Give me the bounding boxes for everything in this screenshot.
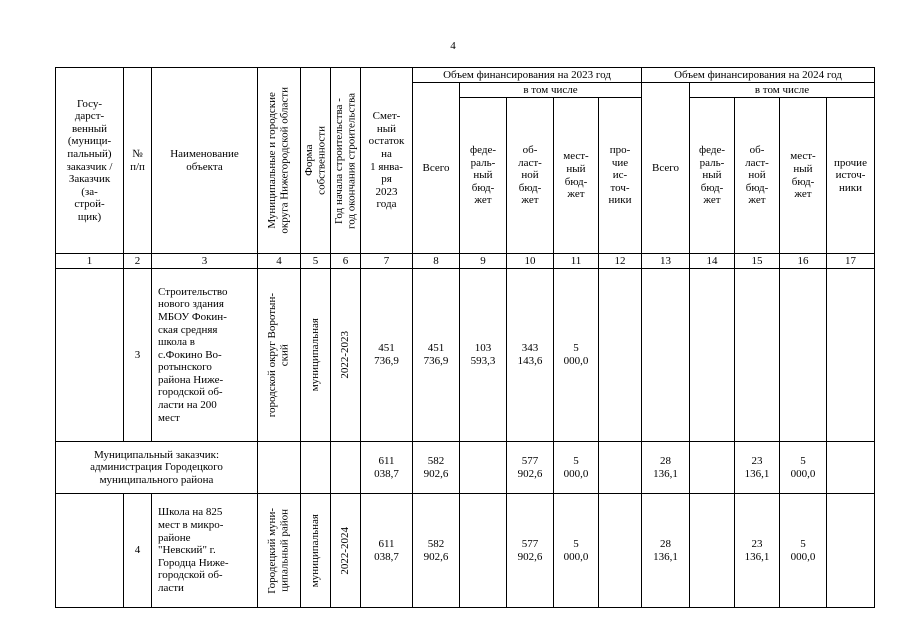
header-estimate [361,68,413,254]
cell-years: 2022-2023 [331,269,361,442]
table-row [56,269,875,442]
cell-local-2023 [554,442,599,494]
text-line: ласти на 200 [158,399,217,412]
cell-other-2023 [599,269,642,442]
header-fin-2024: Объем финансирования на 2024 год [642,68,875,83]
text-line: Форма [302,144,315,177]
column-number-12: 12 [599,254,642,269]
cell-years: 2022-2024 [331,494,361,608]
text-line: 451 [378,342,395,355]
cell-num: 3 [124,269,152,442]
text-line: Городца Ниже- [158,556,229,569]
header-num [124,68,152,254]
text-line: раль- [470,156,496,169]
text-line: объекта [186,160,223,173]
text-line: раль- [699,156,725,169]
cell-regional-2023 [507,494,554,608]
cell-ownership [301,442,331,494]
text-line: Школа на 825 [158,506,223,519]
text-line: жет [703,194,721,207]
text-line: ласт- [745,156,769,169]
page-number: 4 [450,40,456,52]
cell-total-2024 [642,269,690,442]
text-line: 736,9 [423,355,449,367]
text-line: ной [521,169,539,182]
column-number-15: 15 [735,254,780,269]
text-line: районе [158,531,191,544]
cell-federal-2023 [460,494,507,608]
cell-local-2024 [780,269,827,442]
table-row [56,494,875,608]
cell-municipality [258,269,301,442]
text-line: Госу- [76,97,103,110]
text-line: 582 [427,454,445,467]
text-line: 582 [427,537,445,550]
text-line: ный [473,169,493,182]
cell-estimate [361,442,413,494]
column-number-2: 2 [124,254,152,269]
text-line: про- [609,144,631,157]
text-line: мест [158,411,180,424]
header-federal-2024 [690,98,735,254]
text-line: 577 [521,454,539,467]
text-line: 5 [573,454,579,467]
cell-federal-2024 [690,442,735,494]
column-number-7: 7 [361,254,413,269]
cell-other-2024 [827,269,875,442]
text-line: ный [702,169,722,182]
header-years [331,68,361,254]
header-object-name [152,68,258,254]
column-number-17: 17 [827,254,875,269]
header-total-2023: Всего [413,83,460,254]
text-line: 5 [800,454,806,467]
column-number-6: 6 [331,254,361,269]
text-line: бюд- [518,181,542,194]
text-line: об- [522,144,538,157]
text-line: Строительство [158,285,228,298]
header-other-2024 [827,98,875,254]
text-line: остаток [368,135,405,148]
text-line: источ- [835,169,866,182]
subtotal-label [56,442,258,494]
header-federal-2023 [460,98,507,254]
cell-total-2023 [413,442,460,494]
header-regional-2023 [507,98,554,254]
text-line: мест- [563,150,589,163]
text-line: феде- [469,144,496,157]
column-number-16: 16 [780,254,827,269]
text-line: 5 [573,537,579,550]
text-line: на [381,147,392,160]
text-line: 143,6 [517,355,543,367]
text-line: 2023 [375,185,398,198]
header-regional-2024 [735,98,780,254]
text-line: 103 [474,342,492,355]
text-line: района Ниже- [158,373,224,386]
text-line: городской об- [158,386,223,399]
text-line: 000,0 [563,467,589,480]
text-line: Муниципальный заказчик: [93,448,220,461]
text-line: ный [793,162,813,175]
text-line: ря [381,173,392,186]
cell-regional-2024 [735,269,780,442]
text-line: щик) [77,210,102,223]
text-line: Наименование [170,147,239,160]
text-line: 000,0 [563,355,589,367]
cell-object-name [152,494,258,608]
column-number-11: 11 [554,254,599,269]
text-line: ники [608,194,632,207]
text-line: ский [279,344,291,366]
text-line: жет [521,194,539,207]
text-line: ники [838,181,862,194]
cell-years [331,442,361,494]
text-line: заказчик / [66,160,113,173]
column-number-3: 3 [152,254,258,269]
text-line: пальный) [67,147,112,160]
text-line: ный [376,122,397,135]
text-line: ласт- [518,156,542,169]
column-number-5: 5 [301,254,331,269]
text-line: дарст- [74,110,105,123]
text-line: Городецкий муни- [266,507,279,594]
header-incl-2023: в том числе [460,83,642,98]
header-total-2024: Всего [642,83,690,254]
header-local-2024 [780,98,827,254]
header-ownership [301,68,331,254]
header-local-2023 [554,98,599,254]
text-line: администрация Городецкого [90,461,223,474]
text-line: городской округ Воротын- [266,292,279,418]
text-line: феде- [698,144,725,157]
text-line: (за- [81,185,98,198]
text-line: мест- [790,150,816,163]
cell-local-2024 [780,442,827,494]
text-line: 136,1 [653,550,678,563]
cell-total-2023 [413,494,460,608]
text-line: жет [474,194,492,207]
text-line: 611 [378,537,395,550]
text-line: жет [748,194,766,207]
text-line: 451 [427,342,445,355]
cell-local-2023 [554,494,599,608]
column-number-9: 9 [460,254,507,269]
text-line: года [376,198,397,211]
cell-num: 4 [124,494,152,608]
text-line: прочие [834,156,867,169]
cell-federal-2023 [460,269,507,442]
text-line: 902,6 [517,550,543,563]
text-line: 902,6 [423,467,449,480]
header-other-2023 [599,98,642,254]
text-line: № [132,147,143,160]
text-line: чие [611,156,629,169]
column-number-4: 4 [258,254,301,269]
header-customer [56,68,124,254]
text-line: ис- [612,169,628,182]
cell-regional-2024 [735,442,780,494]
text-line: ротынского [158,361,212,374]
cell-other-2024 [827,494,875,608]
cell-local-2024 [780,494,827,608]
text-line: мест в микро- [158,519,224,532]
text-line: Смет- [372,110,401,123]
text-line: 038,7 [374,550,399,563]
text-line: бюд- [791,175,815,188]
cell-federal-2023 [460,442,507,494]
text-line: муниципального района [99,473,214,486]
header-incl-2024: в том числе [690,83,875,98]
text-line: 000,0 [563,550,589,563]
text-line: бюд- [564,175,588,188]
text-line: 038,7 [374,467,399,480]
text-line: 000,0 [790,467,816,480]
text-line: 1 янва- [370,160,403,173]
text-line: городской об- [158,569,223,582]
text-line: 5 [573,342,579,355]
header-fin-2023: Объем финансирования на 2023 год [413,68,642,83]
cell-regional-2023 [507,442,554,494]
cell-ownership: муниципальная [301,494,331,608]
text-line: ной [748,169,766,182]
cell-other-2024 [827,442,875,494]
text-line: 5 [800,537,806,550]
text-line: МБОУ Фокин- [158,310,227,323]
text-line: 136,1 [744,550,770,563]
text-line: венный [71,122,108,135]
column-numbers-row [56,254,875,269]
text-line: бюд- [700,181,724,194]
text-line: 343 [521,342,539,355]
column-number-13: 13 [642,254,690,269]
cell-total-2024 [642,494,690,608]
text-line: 28 [660,537,671,550]
text-line: об- [749,144,765,157]
text-line: 902,6 [423,550,449,563]
text-line: жет [794,188,812,201]
text-line: жет [567,188,585,201]
column-number-1: 1 [56,254,124,269]
text-line: ская средняя [158,323,218,336]
text-line: п/п [130,160,145,173]
text-line: 23 [751,537,763,550]
text-line: ный [566,162,586,175]
text-line: строй- [74,198,105,211]
text-line: 136,1 [653,467,678,480]
text-line: Год начала строительства - [332,97,345,224]
text-line: 136,1 [744,467,770,480]
cell-estimate [361,494,413,608]
text-line: округа Нижегородской области [279,87,291,234]
cell-regional-2023 [507,269,554,442]
cell-customer [56,494,124,608]
cell-federal-2024 [690,494,735,608]
cell-municipality [258,442,301,494]
text-line: 577 [521,537,539,550]
cell-ownership: муниципальная [301,269,331,442]
column-number-10: 10 [507,254,554,269]
column-number-14: 14 [690,254,735,269]
text-line: Заказчик [68,173,111,186]
column-number-8: 8 [413,254,460,269]
cell-local-2023 [554,269,599,442]
cell-total-2023 [413,269,460,442]
text-line: 593,3 [470,355,496,367]
text-line: год окончания строительства [345,92,358,229]
text-line: ласти [158,581,184,594]
text-line: 611 [378,454,395,467]
cell-regional-2024 [735,494,780,608]
text-line: 902,6 [517,467,543,480]
text-line: нового здания [158,298,224,311]
cell-estimate [361,269,413,442]
text-line: бюд- [745,181,769,194]
cell-federal-2024 [690,269,735,442]
cell-other-2023 [599,442,642,494]
cell-object-name [152,269,258,442]
text-line: точ- [610,181,630,194]
text-line: собственности [315,126,328,195]
text-line: школа в [158,336,195,349]
cell-customer [56,269,124,442]
cell-other-2023 [599,494,642,608]
text-line: 23 [751,454,763,467]
header-municipality [258,68,301,254]
text-line: "Невский" г. [158,544,216,557]
cell-municipality [258,494,301,608]
text-line: 736,9 [374,355,399,367]
subtotal-row [56,442,875,494]
text-line: Муниципальные и городские [266,92,279,229]
text-line: ципальный район [279,509,291,592]
cell-total-2024 [642,442,690,494]
text-line: (муници- [67,135,112,148]
financing-table [55,67,875,608]
text-line: бюд- [471,181,495,194]
text-line: с.Фокино Во- [158,348,222,361]
text-line: 000,0 [790,550,816,563]
text-line: 28 [660,454,671,467]
